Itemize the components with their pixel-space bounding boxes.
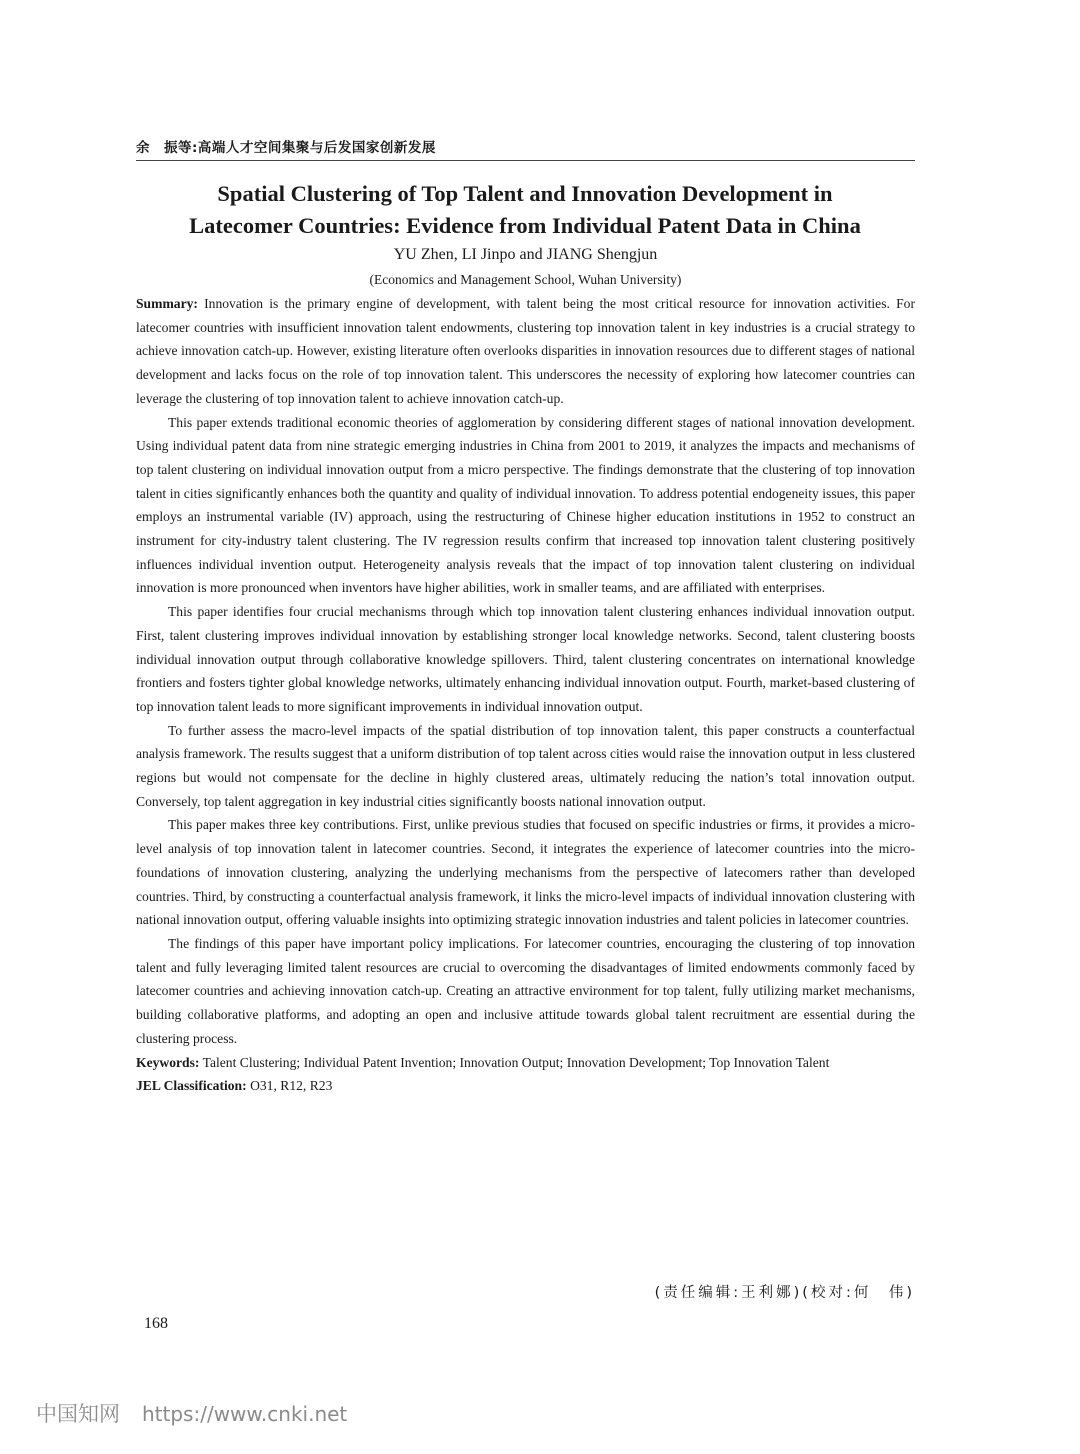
summary-text: Innovation is the primary engine of development, with talent being the most critical resource for innovation activities. For latecomer countries with insufficient innovation talent endowments, clustering top innovation talent in key industries is a crucial strategy to achieve innovation catch-up. However, existing literature often overlooks disparities in innovation resources due to different stages of national development and lacks focus on the role of top innovation talent. This underscores the necessity of exploring how latecomer countries can leverage the clustering of top innovation talent to achieve innovation catch-up. <box>136 296 915 406</box>
cnki-watermark <box>36 1398 347 1428</box>
jel-text: O31, R12, R23 <box>250 1078 333 1094</box>
keywords-label: Keywords: <box>136 1054 200 1070</box>
paragraph-3: This paper identifies four crucial mechanisms through which top innovation talent clustering enhances individual innovation output. First, talent clustering improves individual innovation by establishing stronger local knowledge networks. Second, talent clustering boosts individual innovation output through collaborative knowledge spillovers. Third, talent clustering concentrates on international knowledge frontiers and fosters tighter global knowledge networks, ultimately enhancing individual innovation output. Fourth, market-based clustering of top innovation talent leads to more significant improvements in individual innovation output. <box>136 604 915 714</box>
watermark-brand: 中国知网 <box>36 1402 120 1426</box>
summary-label: Summary: <box>136 296 198 311</box>
affiliation: (Economics and Management School, Wuhan University) <box>369 272 682 287</box>
title-line-1: Spatial Clustering of Top Talent and Innovation Development in <box>217 181 833 206</box>
watermark-url: https://www.cnki.net <box>142 1402 348 1426</box>
jel-label: JEL Classification: <box>136 1078 247 1094</box>
jel-paragraph <box>136 1074 915 1098</box>
authors: YU Zhen, LI Jinpo and JIANG Shengjun <box>393 246 658 263</box>
title-line-2: Latecomer Countries: Evidence from Individual Patent Data in China <box>189 213 861 238</box>
running-head: 余 振等:高端人才空间集聚与后发国家创新发展 <box>136 136 915 161</box>
abstract-body <box>136 292 915 1098</box>
paper-title <box>120 178 930 242</box>
paragraph-5: This paper makes three key contributions. First, unlike previous studies that focused on specific industries or firms, it provides a micro-level analysis of top innovation talent in latecomer countries. Second, it integrates the experience of latecomer countries into the micro-foundations of innovation clustering, analyzing the underlying mechanisms from the perspective of latecomers rather than developed countries. Third, by constructing a counterfactual analysis framework, it links the micro-level impacts of individual innovation clustering with national innovation output, offering valuable insights into optimizing strategic innovation industries and talent policies in latecomer countries. <box>136 817 915 928</box>
page-number: 168 <box>144 1315 168 1332</box>
paragraph-2: This paper extends traditional economic theories of agglomeration by considering different stages of national innovation development. Using individual patent data from nine strategic emerging industries in China from 2001 to 2019, it analyzes the impacts and mechanisms of top talent clustering on individual innovation output from a micro perspective. The findings demonstrate that the clustering of top innovation talent in cities significantly enhances both the quantity and quality of individual innovation. To address potential endogeneity issues, this paper employs an instrumental variable (IV) approach, using the restructuring of Chinese higher education institutions in 1952 to construct an instrument for city-industry talent clustering. The IV regression results confirm that increased top innovation talent clustering positively influences individual invention output. Heterogeneity analysis reveals that the impact of top innovation talent clustering on individual innovation is more pronounced when inventors have higher abilities, work in smaller teams, and are affiliated with enterprises. <box>136 414 915 596</box>
paragraph-6: The findings of this paper have important policy implications. For latecomer countries, encouraging the clustering of top innovation talent and fully leveraging limited talent resources are crucial to overcoming the disadvantages of limited endowments commonly faced by latecomer countries and achieving innovation catch-up. Creating an attractive environment for top talent, fully utilizing market mechanisms, building collaborative platforms, and adopting an open and inclusive attitude towards global talent recruitment are essential during the clustering process. <box>136 935 915 1046</box>
editor-note: (责任编辑:王利娜)(校对:何 伟) <box>654 1285 915 1301</box>
summary-paragraph <box>136 292 915 411</box>
paragraph-4: To further assess the macro-level impacts of the spatial distribution of top innovation talent, this paper constructs a counterfactual analysis framework. The results suggest that a uniform distribution of top talent across cities would raise the innovation output in less clustered regions but would not compensate for the decline in highly clustered areas, ultimately reducing the nation’s total innovation output. Conversely, top talent aggregation in key industrial cities significantly boosts national innovation output. <box>136 722 915 809</box>
keywords-paragraph <box>136 1051 915 1075</box>
keywords-text: Talent Clustering; Individual Patent Invention; Innovation Output; Innovation Development; Top Innovation Talent <box>202 1054 830 1070</box>
